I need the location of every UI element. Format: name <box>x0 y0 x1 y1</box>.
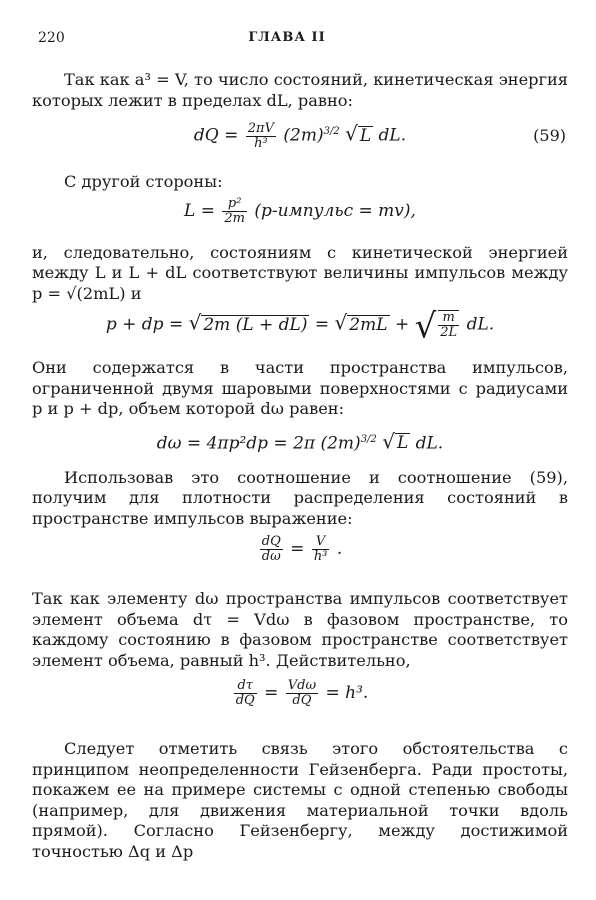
eq59-lhs: dQ = <box>193 125 239 146</box>
paragraph-6: Так как элементу dω пространства импульсов соответствует элемент объема dτ = Vdω в фазовом пространстве, то каждому состоянию в фазовом пространстве соответствует элемент объема, равный h³. Действительно, <box>32 589 568 670</box>
equation-L <box>32 197 568 229</box>
eq59-num: 2πV <box>247 120 274 136</box>
eqDens-den1: dω <box>261 549 281 564</box>
eqT-fraction-2 <box>286 679 318 708</box>
eqL-num: p² <box>222 197 247 212</box>
eq59-mid: (2m) <box>283 125 324 146</box>
eqT-den1: dQ <box>235 693 255 708</box>
eqL-paren: (p-импульс = mv), <box>254 200 416 221</box>
eqT-tail: = h³. <box>325 683 369 703</box>
eqDens-fraction-2 <box>312 535 330 564</box>
eqL-den: 2m <box>224 210 245 226</box>
paragraph-2: С другой стороны: <box>64 172 223 191</box>
equation-p <box>32 306 568 348</box>
eqP-eq: = <box>314 314 330 335</box>
eqL-fraction <box>222 197 247 226</box>
eqP-tail: dL. <box>466 314 495 335</box>
eqT-fraction-1 <box>234 679 257 708</box>
eqW-radicand: L <box>396 433 409 454</box>
eqT-eq: = <box>264 683 279 703</box>
eqT-num2: Vdω <box>287 678 317 693</box>
sqrt-icon: √ <box>188 310 202 335</box>
page-number: 220 <box>38 30 65 46</box>
eqP-radicand-2: 2mL <box>349 314 388 335</box>
eqW-lhs: dω = 4πp²dp = 2π (2m) <box>156 433 361 454</box>
page-body <box>32 70 568 862</box>
eqDens-eq: = <box>290 539 305 559</box>
equation-number: (59) <box>533 126 566 145</box>
eqW-tail: dL. <box>415 433 444 454</box>
eq59-den: h³ <box>254 135 268 151</box>
sqrt-icon: √ <box>382 429 395 454</box>
paragraph-7: Следует отметить связь этого обстоятельства с принципом неопределенности Гейзенберга. Ради простоты, покажем ее на примере системы с одной степенью свободы (например, для движения материальной точки вдоль прямой). Согласно Гейзенбергу, между достижимой точностью Δq и Δp <box>32 739 568 861</box>
chapter-title: ГЛАВА II <box>248 30 326 45</box>
eq59-radicand: L <box>359 125 372 146</box>
paragraph-4: Они содержатся в части пространства импульсов, ограниченной двумя шаровыми поверхностями с радиусами p и p + dp, объем которой dω равен: <box>32 358 568 418</box>
big-sqrt-icon: √ <box>414 306 437 347</box>
eqP-den: 2L <box>440 325 458 340</box>
eq59-tail: dL. <box>378 125 407 146</box>
paragraph-3: и, следовательно, состояниям с кинетической энергией между L и L + dL соответствуют величины импульсов между p = √(2mL) и <box>32 242 568 303</box>
eqP-lhs: p + dp = <box>105 314 184 335</box>
eqDens-num1: dQ <box>261 534 281 549</box>
eqDens-den2: h³ <box>313 549 328 564</box>
eqW-exp: 3/2 <box>360 433 377 445</box>
eqP-radicand-1: 2m (L + dL) <box>203 314 308 335</box>
sqrt-icon: √ <box>334 310 348 335</box>
equation-density <box>32 535 568 569</box>
eqP-fraction <box>438 310 459 340</box>
eqDens-fraction-1 <box>260 535 283 564</box>
equation-59 <box>32 120 568 152</box>
sqrt-icon: √ <box>345 121 358 146</box>
eq59-exp: 3/2 <box>323 126 340 137</box>
eqL-lhs: L = <box>184 200 215 221</box>
eqT-num1: dτ <box>234 679 257 694</box>
paragraph-1: Так как a³ = V, то число состояний, кинетическая энергия которых лежит в пределах dL, равно: <box>32 70 568 110</box>
eqP-plus: + <box>394 314 410 335</box>
paragraph-5: Использовав это соотношение и соотношение (59), получим для плотности распределения состояний в пространстве импульсов выражение: <box>32 467 568 528</box>
eqP-num: m <box>438 311 459 326</box>
eqT-den2: dQ <box>292 693 312 708</box>
equation-omega <box>32 428 568 454</box>
page-header <box>38 30 536 50</box>
eqDens-tail: . <box>336 539 343 559</box>
eq59-fraction <box>246 122 276 151</box>
equation-tau <box>32 679 568 713</box>
eqDens-num2: V <box>312 535 330 550</box>
